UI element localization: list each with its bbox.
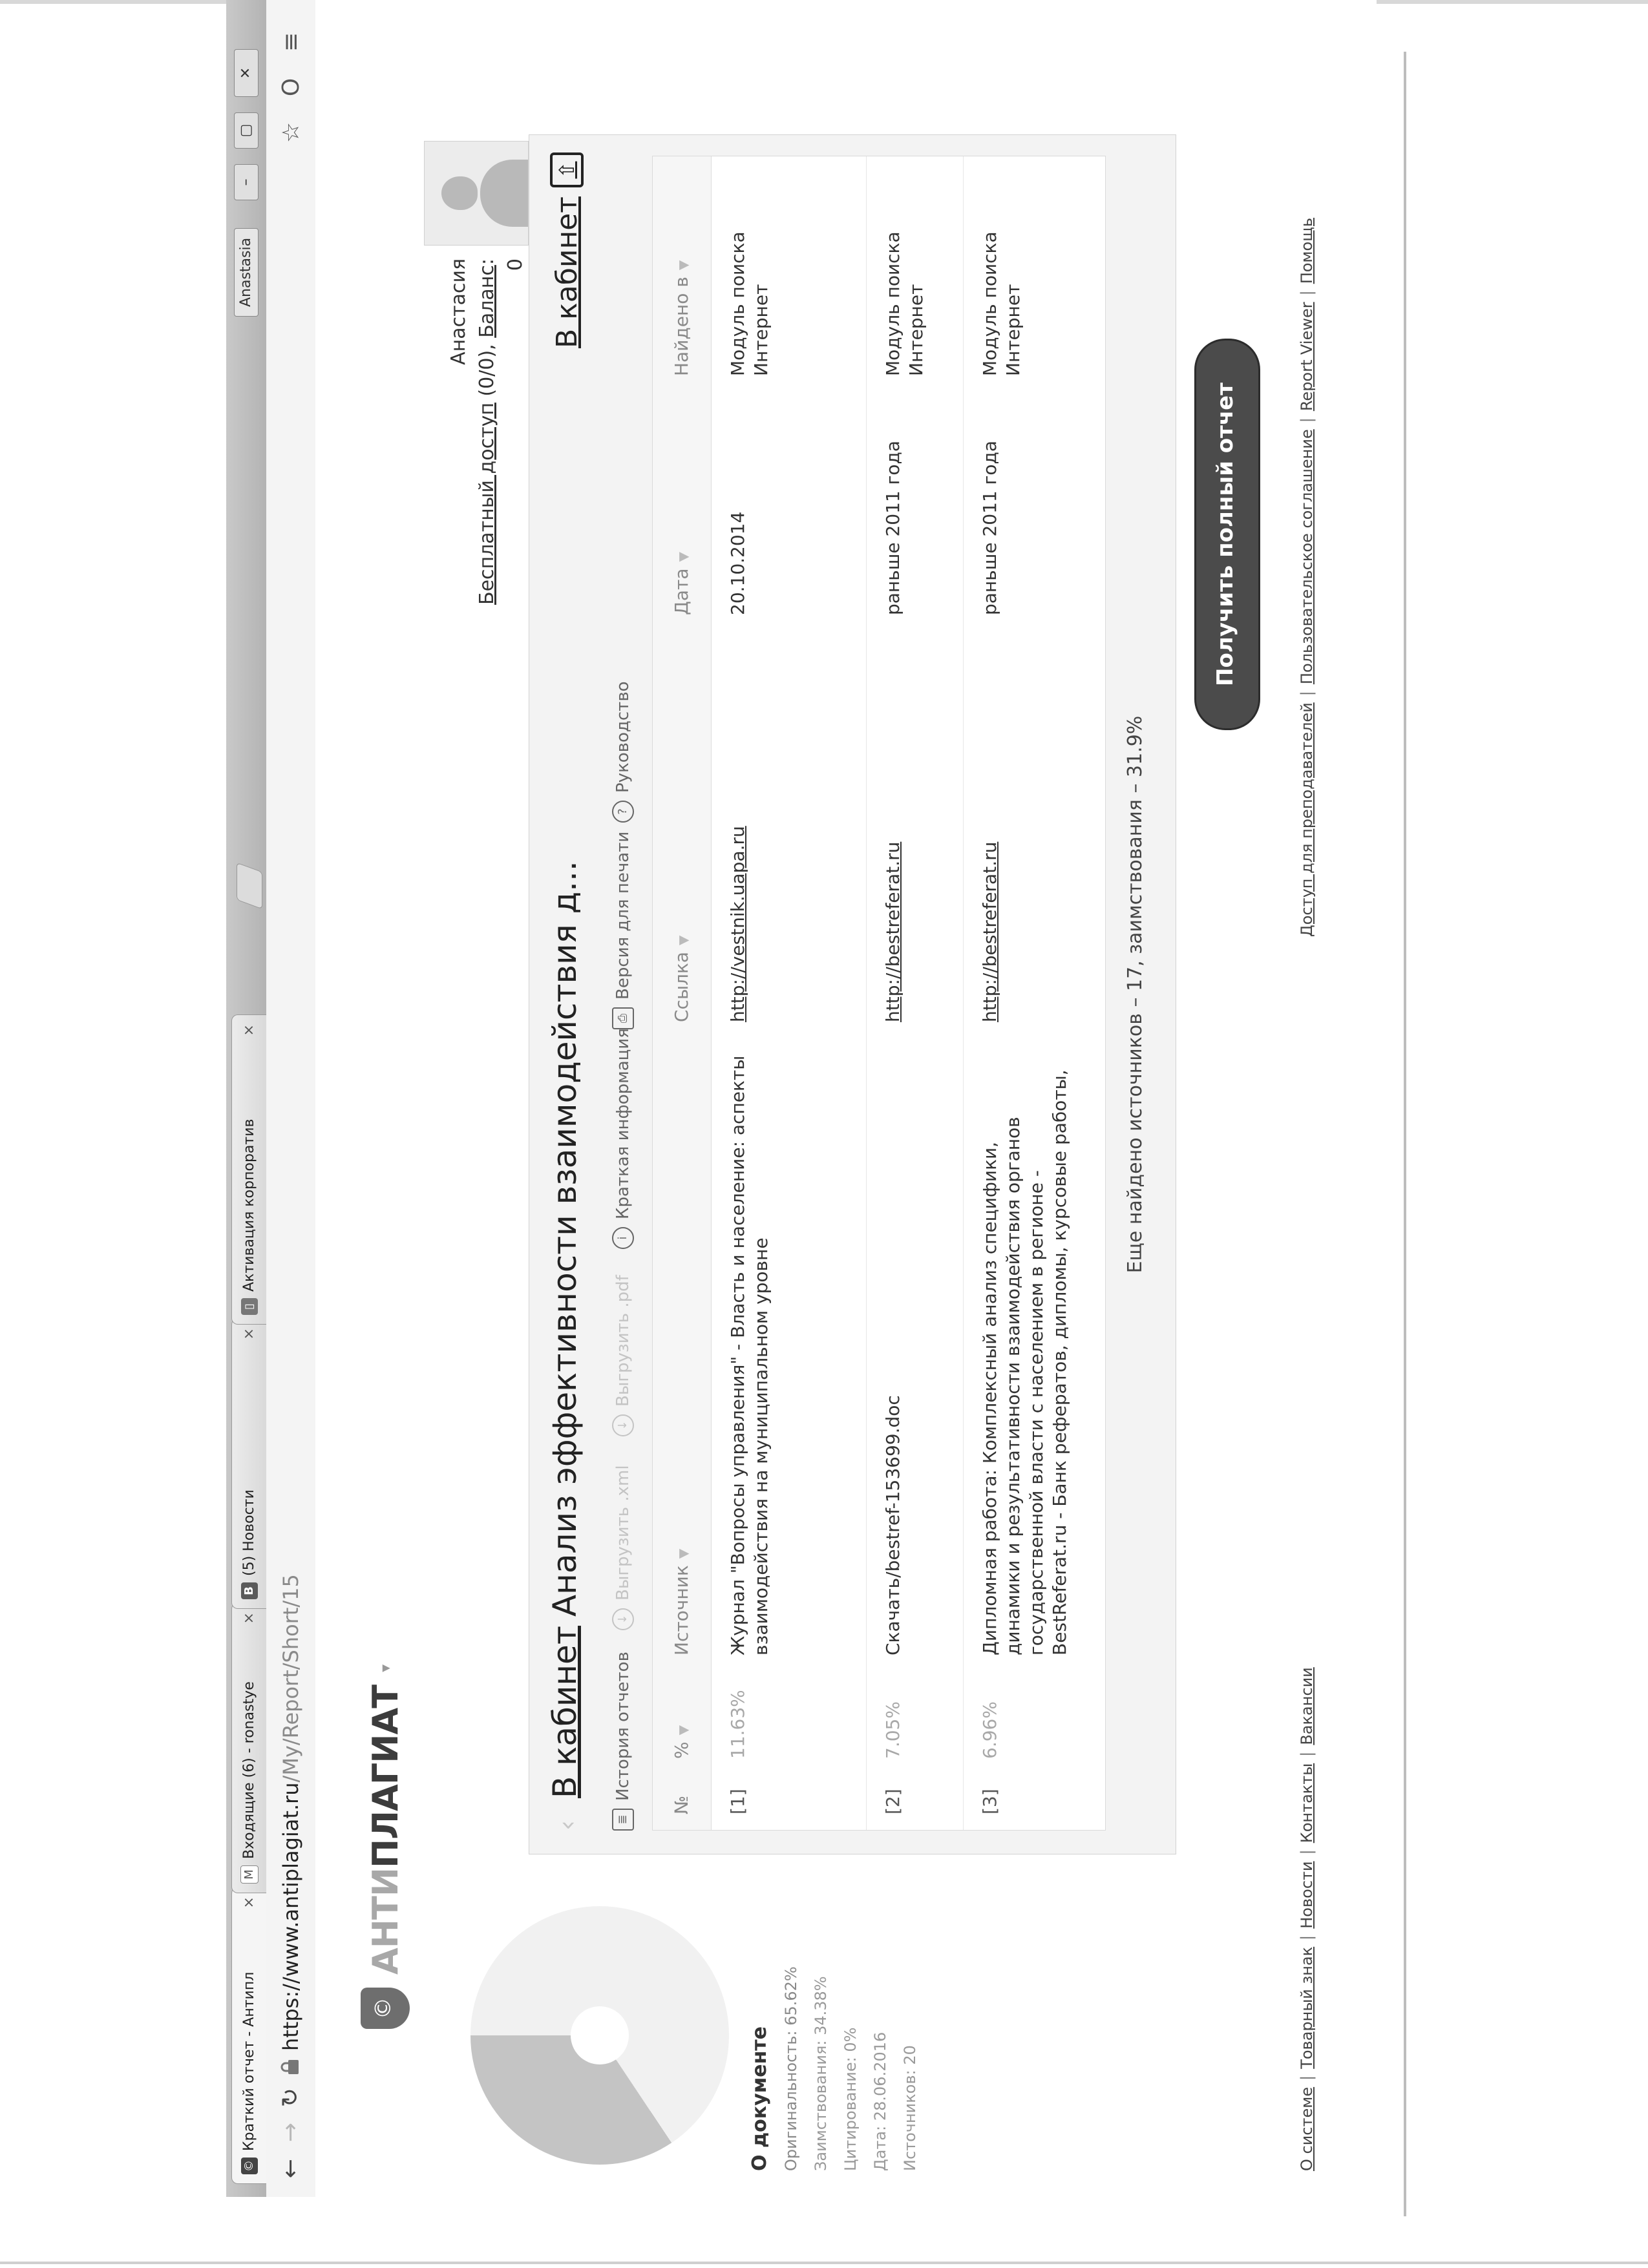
col-source-label: Источник [671,1565,692,1655]
tab-label: (5) Новости [240,1489,257,1576]
footer-link-help[interactable]: Помощь [1298,218,1316,284]
row-date: раньше 2011 года [979,440,1000,615]
row-num: [1] [727,1789,748,1814]
menu-icon[interactable]: ≡ [278,32,304,52]
export-pdf-button[interactable] [607,1275,639,1436]
report-document-title: Анализ эффективности взаимодействия д... [546,861,584,1617]
footer-link-report-viewer[interactable]: Report Viewer [1298,302,1316,412]
lock-icon [280,2059,300,2075]
export-pdf-label: Выгрузить .pdf [613,1275,633,1407]
col-percent[interactable] [653,1725,712,1759]
originality-stat: Оригинальность: 65.62% [782,1966,800,2171]
close-icon[interactable]: × [240,1328,257,1340]
new-tab-button[interactable] [237,863,262,910]
row-source: Журнал "Вопросы управления" - Власть и население: аспекты взаимодействия на муниципальном уровне [727,1055,772,1655]
forward-button[interactable]: → [277,2122,304,2143]
profile-button[interactable]: Anastasia [234,228,259,317]
row-num: [2] [882,1789,903,1814]
site-logo[interactable] [361,1664,410,2029]
footer-right: Доступ для преподавателей|Пользовательское соглашение|Report Viewer|Помощь [1298,218,1316,937]
page-content [315,0,1377,2197]
col-found[interactable] [653,260,712,376]
tab-label: Активация корпоратив [240,1118,257,1292]
tab-news[interactable] [231,1318,266,1609]
guide-button[interactable] [607,681,639,823]
access-counter: (0/0), [476,337,498,403]
chevron-down-icon[interactable]: ▾ [376,1664,394,1672]
tab-short-report[interactable] [231,1887,266,2184]
footer-link-agreement[interactable]: Пользовательское соглашение [1298,429,1316,685]
row-link[interactable]: http://vestnik.uapa.ru [727,826,748,1022]
row-percent: 6.96% [979,1701,1000,1759]
info-icon: i [612,1227,634,1249]
col-link-label: Ссылка [671,951,692,1022]
row-found: Модуль поиска Интернет [882,231,927,376]
logo-prefix: АНТИ [364,1867,406,1975]
table-row[interactable] [963,156,1104,1830]
free-access-link[interactable]: Бесплатный доступ [476,403,498,605]
vk-icon: B [241,1582,258,1599]
table-row[interactable] [866,156,964,1830]
address-toolbar [266,0,316,2197]
back-button[interactable]: ← [277,2158,304,2179]
table-header [653,156,712,1830]
chevron-left-icon[interactable]: ‹ [553,1820,582,1831]
summary-info-button[interactable] [607,1028,639,1249]
star-icon[interactable]: ☆ [278,121,304,143]
help-icon: ? [612,801,634,823]
sources-stat: Источников: 20 [901,2045,919,2171]
reload-button[interactable]: ↻ [277,2087,304,2108]
table-row[interactable] [711,156,867,1830]
report-panel [529,134,1176,1854]
tab-bar [226,0,267,2197]
title-cabinet-link[interactable]: В кабинет [546,1626,584,1798]
sort-icon: ▼ [675,935,691,945]
row-found: Модуль поиска Интернет [979,231,1024,376]
footer-link-news[interactable]: Новости [1298,1861,1316,1929]
col-source[interactable] [653,1549,712,1655]
url-host: https://www.antiplagiat.ru [279,1782,303,2051]
balance-link[interactable]: Баланс [476,265,498,338]
cabinet-link-label: В кабинет [550,196,584,348]
address-bar[interactable] [273,242,309,2051]
row-link[interactable]: http://bestreferat.ru [979,841,1000,1022]
logo-text [365,1685,406,1975]
scan-edge-right [1404,52,1406,2216]
row-source: Скачать/bestref-153699.doc [882,1395,903,1655]
close-icon[interactable]: × [240,1612,257,1624]
row-date: раньше 2011 года [882,440,903,615]
borrowing-stat: Заимствования: 34.38% [812,1976,830,2171]
user-name: Анастасия [447,258,470,365]
close-icon[interactable]: × [240,1024,257,1036]
document-icon: ▯ [241,1298,258,1315]
url-path: /My/Report/Short/15 [279,1574,303,1783]
sort-icon: ▼ [675,1725,691,1736]
row-percent: 7.05% [882,1701,903,1759]
sort-icon: ▼ [675,260,691,271]
footer-link-trademark[interactable]: Товарный знак [1298,1946,1316,2069]
more-sources-note: Еще найдено источников – 17, заимствования – 31.9% [1124,715,1146,1274]
maximize-button[interactable]: ▢ [234,112,259,149]
export-xml-label: Выгрузить .xml [613,1465,633,1601]
close-window-button[interactable]: ✕ [234,49,259,97]
avatar[interactable] [424,141,529,246]
minimize-button[interactable]: – [234,164,259,200]
scan-edge-bottom [0,2262,1648,2264]
antiplagiat-logo-icon: © [241,2158,258,2174]
sort-icon: ▼ [675,552,691,562]
tab-label: Входящие (6) - ronastye [240,1681,257,1859]
sources-table [652,156,1106,1831]
export-xml-button[interactable] [607,1465,639,1630]
export-icon: ↓ [612,1414,634,1436]
export-icon: ↓ [612,1608,634,1630]
col-num: № [671,1795,692,1814]
originality-pie-chart [470,1906,729,2165]
row-link[interactable]: http://bestreferat.ru [882,841,903,1022]
opera-icon[interactable]: O [278,78,304,97]
row-percent: 11.63% [727,1690,748,1759]
sort-icon: ▼ [675,1548,691,1559]
logo-main: ПЛАГИАТ [364,1685,406,1868]
shield-icon: © [361,1988,410,2029]
date-stat: Дата: 28.06.2016 [871,2032,889,2171]
citation-stat: Цитирование: 0% [841,2027,860,2171]
summary-info-label: Краткая информация [613,1028,633,1219]
tab-label: Краткий отчет - Антипл [240,1971,257,2151]
summary-title: О документе [748,2026,771,2171]
tab-activation[interactable] [231,1014,266,1325]
history-button[interactable] [607,1652,639,1831]
footer-link-about[interactable]: О системе [1298,2086,1316,2171]
footer-link-vacancies[interactable]: Вакансии [1298,1667,1316,1745]
close-icon[interactable]: × [240,1896,257,1909]
footer-link-teachers[interactable]: Доступ для преподавателей [1298,702,1316,937]
history-icon: ≣ [612,1809,634,1831]
cabinet-link[interactable] [550,152,584,348]
row-date: 20.10.2014 [727,511,748,615]
gmail-icon: M [240,1865,259,1884]
row-found: Модуль поиска Интернет [727,231,772,376]
printer-icon: ⎙ [612,1007,634,1029]
col-percent-label: % [671,1741,692,1759]
balance-value: : 0 [476,258,527,271]
print-version-button[interactable] [607,832,639,1029]
footer-link-contacts[interactable]: Контакты [1298,1763,1316,1843]
history-label: История отчетов [613,1652,633,1801]
browser-window [226,0,1377,2197]
row-num: [3] [979,1789,1000,1814]
tab-inbox[interactable] [231,1602,266,1893]
print-label: Версия для печати [613,831,633,1000]
col-link[interactable] [653,936,712,1022]
col-date[interactable] [653,552,712,615]
get-full-report-button[interactable]: Получить полный отчет [1194,339,1260,730]
footer-left: О системе|Товарный знак|Новости|Контакты|Вакансии [1298,1667,1316,2171]
account-status [473,258,530,620]
exit-icon: ⇧ [550,152,584,187]
guide-label: Руководство [613,681,633,793]
report-title [542,441,587,1798]
col-found-label: Найдено в [671,277,692,376]
row-source: Дипломная работа: Комплексный анализ специфики, динамики и результативности взаимодействия органов государственной власти с населением в регионе - BestReferat.ru - Банк рефератов, дипломы, курсовые работы, [979,1069,1070,1655]
col-date-label: Дата [671,568,692,615]
